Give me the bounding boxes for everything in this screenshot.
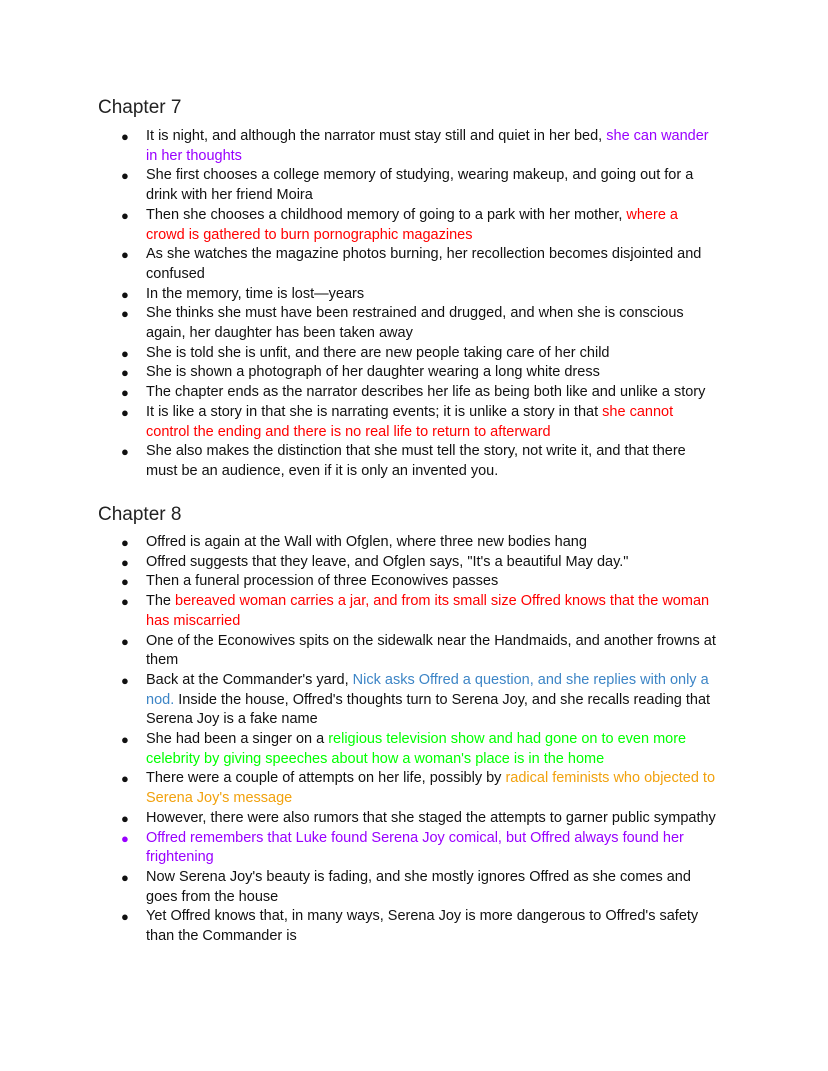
- highlight-blue: nod.: [146, 691, 175, 708]
- bullet-icon: ●: [121, 771, 129, 787]
- list-item: ● Back at the Commander's yard, Nick asks Offred a question, and she replies with only a nod. Inside the house, Offred's thoughts turn to Serena Joy, and she recalls reading that Serena Joy is a fake name: [121, 671, 711, 728]
- chapter-8-heading: Chapter 8: [98, 504, 182, 525]
- list-item: ● Then a funeral procession of three Econowives passes: [0, 572, 736, 592]
- highlight-blue: Nick asks Offred a question, and she replies with only a: [352, 671, 709, 688]
- bullet-icon: ●: [121, 385, 129, 401]
- list-item: ● She is told she is unfit, and there are new people taking care of her child: [0, 344, 736, 364]
- list-item: ● The chapter ends as the narrator describes her life as being both like and unlike a story: [0, 383, 736, 403]
- list-item: ● Offred is again at the Wall with Ofglen, where three new bodies hang: [0, 533, 736, 553]
- list-item: ● There were a couple of attempts on her life, possibly by radical feminists who objected to Serena Joy's message: [121, 770, 716, 807]
- chapter-7-bullet-list: [0, 127, 736, 482]
- bullet-icon: ●: [121, 535, 129, 550]
- list-item: ● Offred suggests that they leave, and Ofglen says, "It's a beautiful May day.": [0, 553, 736, 573]
- bullet-icon: ●: [121, 869, 129, 885]
- highlight-red: she cannot: [602, 403, 674, 420]
- highlight-red: where a: [626, 206, 678, 223]
- highlight-red: control the ending and there is no real life to return to afterward: [146, 423, 551, 440]
- bullet-icon: ●: [121, 247, 129, 263]
- bullet-icon: ●: [121, 345, 129, 361]
- list-item: ● However, there were also rumors that she staged the attempts to garner public sympathy: [0, 809, 736, 829]
- bullet-icon: ●: [121, 365, 129, 381]
- highlight-purple: she can wander: [606, 128, 709, 144]
- chapter-7-heading: Chapter 7: [98, 97, 182, 118]
- list-item: ● She first chooses a college memory of studying, wearing makeup, and going out for a drink with her friend Moira: [121, 167, 694, 204]
- list-item: ● In the memory, time is lost—years: [0, 285, 736, 305]
- list-item: ● It is night, and although the narrator must stay still and quiet in her bed, she can wander in her thoughts: [121, 128, 709, 164]
- bullet-icon: ●: [121, 633, 129, 649]
- bullet-icon: ●: [121, 404, 129, 420]
- list-item: ● Then she chooses a childhood memory of going to a park with her mother, where a crowd is gathered to burn pornographic magazines: [121, 206, 678, 243]
- bullet-icon: ●: [121, 830, 129, 846]
- list-item: ● She is shown a photograph of her daughter wearing a long white dress: [0, 363, 736, 383]
- bullet-icon: ●: [121, 574, 129, 590]
- bullet-icon: ●: [121, 594, 129, 610]
- highlight-red: has miscarried: [146, 612, 241, 629]
- bullet-icon: ●: [121, 207, 129, 223]
- list-item: ● Now Serena Joy's beauty is fading, and she mostly ignores Offred as she comes and goes from the house: [121, 868, 691, 905]
- bullet-icon: ●: [121, 810, 129, 826]
- list-item: ● She thinks she must have been restrained and drugged, and when she is conscious again, her daughter has been taken away: [121, 305, 684, 342]
- bullet-icon: ●: [121, 286, 129, 302]
- highlight-red: crowd is gathered to burn pornographic magazines: [146, 226, 473, 243]
- bullet-icon: ●: [121, 168, 129, 184]
- list-item: ● Yet Offred knows that, in many ways, Serena Joy is more dangerous to Offred's safety than the Commander is: [121, 908, 699, 945]
- bullet-icon: ●: [121, 444, 129, 460]
- highlight-purple: in her thoughts: [146, 147, 242, 164]
- bullet-icon: ●: [121, 909, 129, 925]
- bullet-icon: ●: [121, 306, 129, 322]
- highlight-orange: Serena Joy's message: [146, 790, 293, 807]
- bullet-icon: ●: [121, 129, 129, 144]
- list-item: ● She also makes the distinction that she must tell the story, not write it, and that there must be an audience, even if it is only an invented you.: [121, 443, 686, 479]
- chapter-8-bullet-list: [0, 533, 736, 947]
- highlight-green: celebrity by giving speeches about how a woman's place is in the home: [146, 750, 605, 767]
- list-item: ● Offred remembers that Luke found Serena Joy comical, but Offred always found her frightening: [121, 829, 684, 866]
- highlight-orange: radical feminists who objected to: [505, 770, 716, 787]
- highlight-red: bereaved woman carries a jar, and from its small size Offred knows that the woman: [175, 593, 710, 610]
- bullet-icon: ●: [121, 732, 129, 748]
- bullet-icon: ●: [121, 554, 129, 570]
- list-item: ● The bereaved woman carries a jar, and from its small size Offred knows that the woman has miscarried: [121, 593, 710, 629]
- list-item: ● One of the Econowives spits on the sidewalk near the Handmaids, and another frowns at them: [121, 632, 716, 669]
- list-item: ● She had been a singer on a religious television show and had gone on to even more celebrity by giving speeches about how a woman's place is in the home: [121, 731, 687, 767]
- highlight-green: religious television show and had gone on to even more: [328, 731, 687, 748]
- list-item: ● As she watches the magazine photos burning, her recollection becomes disjointed and confused: [121, 246, 702, 282]
- bullet-icon: ●: [121, 672, 129, 688]
- list-item: ● It is like a story in that she is narrating events; it is unlike a story in that she cannot control the ending and there is no real life to return to afterward: [121, 403, 674, 440]
